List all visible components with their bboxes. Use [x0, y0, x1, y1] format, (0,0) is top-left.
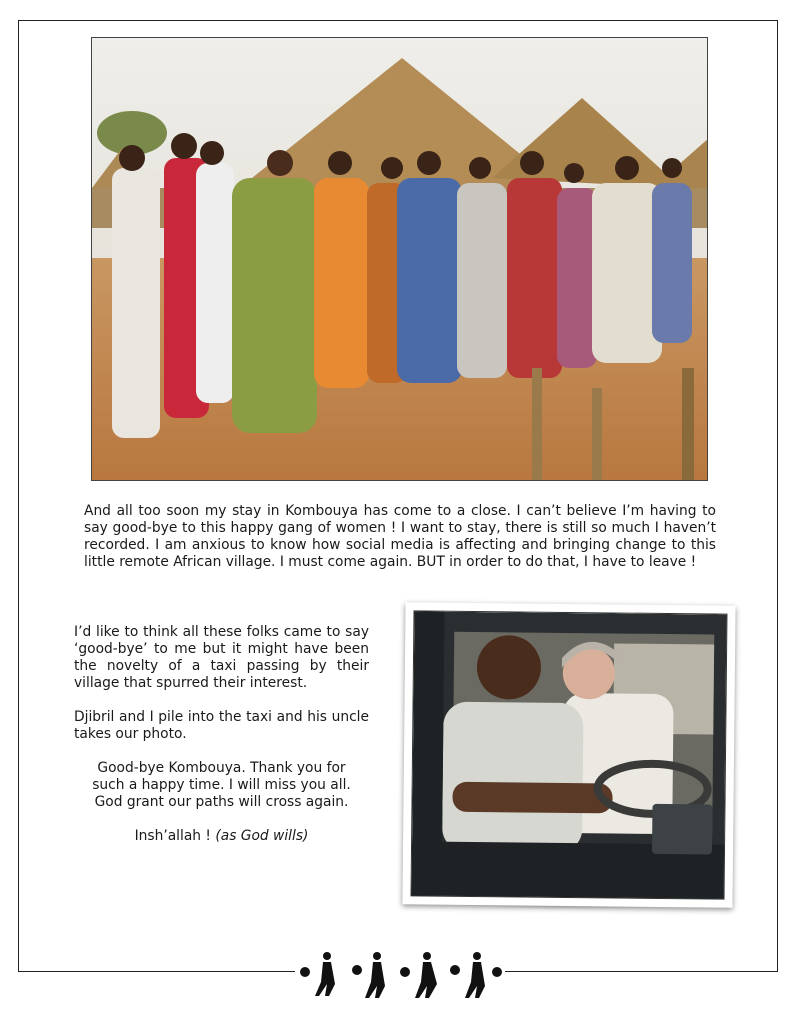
- village-photo: [91, 37, 708, 481]
- farewell-line-1: Good-bye Kombouya. Thank you for: [97, 760, 346, 776]
- photo-paragraph: Djibril and I pile into the taxi and his uncle takes our photo.: [74, 709, 369, 742]
- taxi-photo: [411, 610, 728, 899]
- farewell-line-2: such a happy time. I will miss you all.: [92, 777, 351, 793]
- farewell-paragraph: [74, 760, 369, 811]
- taxi-photo-frame: [402, 602, 735, 907]
- main-paragraph: And all too soon my stay in Kombouya has come to a close. I can’t believe I’m having to say good-bye to this happy gang of women ! I want to stay, there is still so much I haven’t recorded. I am anxious to know how social media is affecting and bringing change to this little remote African village. I must come again. BUT in order to do that, I have to leave !: [84, 503, 716, 570]
- closing-text: Insh’allah !: [134, 828, 216, 844]
- farewell-line-3: God grant our paths will cross again.: [94, 794, 349, 810]
- closing-line: [74, 828, 369, 845]
- closing-translation: (as God wills): [215, 828, 309, 844]
- sun-icon: [300, 967, 310, 977]
- left-column: [74, 624, 369, 862]
- dancing-figures-ornament: [295, 944, 505, 1004]
- taxi-paragraph: I’d like to think all these folks came to say ‘good-bye’ to me but it might have been the novelty of a taxi passing by their village that spurred their interest.: [74, 624, 369, 691]
